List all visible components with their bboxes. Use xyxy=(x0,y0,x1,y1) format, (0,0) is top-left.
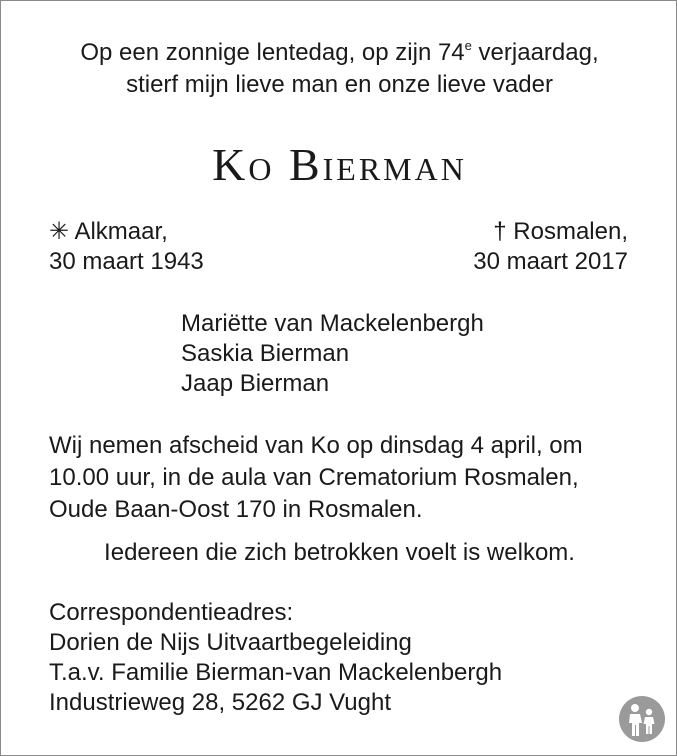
family-list xyxy=(181,309,484,399)
death-date: 30 maart 2017 xyxy=(473,248,628,275)
birth-place: Alkmaar, xyxy=(74,218,168,245)
birth-date: 30 maart 1943 xyxy=(49,248,204,275)
family-member: Mariëtte van Mackelenbergh xyxy=(181,310,484,337)
death-info xyxy=(473,217,628,277)
farewell-line: 10.00 uur, in de aula van Crematorium Rosmalen, xyxy=(49,464,579,491)
address-line: T.a.v. Familie Bierman-van Mackelenbergh xyxy=(49,659,503,686)
address-line: Dorien de Nijs Uitvaartbegeleiding xyxy=(49,629,412,656)
farewell-line: Oude Baan-Oost 170 in Rosmalen. xyxy=(49,496,423,523)
farewell-line: Wij nemen afscheid van Ko op dinsdag 4 april, om xyxy=(49,432,583,459)
birth-star-icon: ✳ xyxy=(49,218,70,245)
death-place: Rosmalen, xyxy=(513,218,628,245)
address-heading: Correspondentieadres: xyxy=(49,599,294,626)
welcome-note: Iedereen die zich betrokken voelt is welkom. xyxy=(104,539,575,566)
farewell-announcement xyxy=(49,430,583,526)
intro-line-1 xyxy=(1,37,677,69)
intro-line-1-text: Op een zonnige lentedag, op zijn 74 xyxy=(80,39,465,66)
family-member: Saskia Bierman xyxy=(181,340,350,367)
intro-line-2: stierf mijn lieve man en onze lieve vader xyxy=(126,71,553,98)
family-member: Jaap Bierman xyxy=(181,370,330,397)
ordinal-superscript: e xyxy=(464,38,472,53)
intro-text xyxy=(1,37,677,101)
birth-info xyxy=(49,217,204,277)
address-line: Industrieweg 28, 5262 GJ Vught xyxy=(49,689,391,716)
two-figures-logo-icon xyxy=(618,695,666,743)
correspondence-address xyxy=(49,598,502,718)
death-cross-icon: † xyxy=(493,218,507,245)
intro-line-1-end: verjaardag, xyxy=(471,39,599,66)
deceased-name: Ko Bierman xyxy=(212,139,467,190)
